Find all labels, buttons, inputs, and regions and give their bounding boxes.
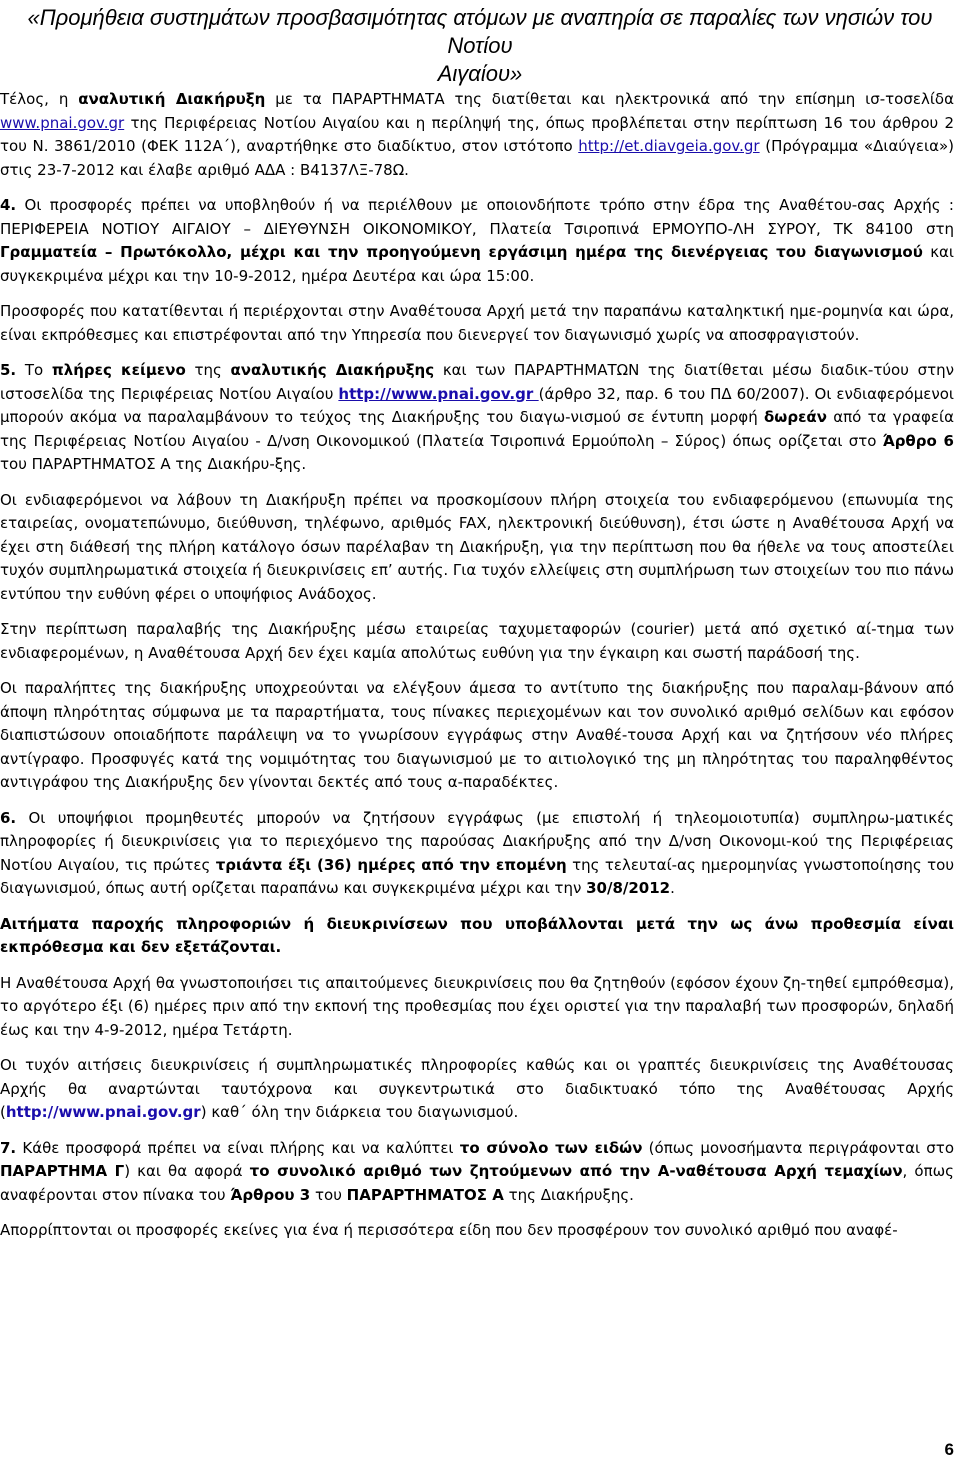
bold-text: αναλυτικής Διακήρυξης [230, 361, 435, 379]
bold-text: Άρθρου 3 [230, 1185, 311, 1204]
bold-text: 30/8/2012 [586, 879, 671, 897]
link-pnai-posting[interactable]: http://www.pnai.gov.gr [5, 1103, 201, 1121]
text: του [310, 1185, 347, 1204]
text: . [670, 879, 675, 897]
paragraph-authority-notice: Η Αναθέτουσα Αρχή θα γνωστοποιήσει τις απαιτούμενες διευκρινίσεις που θα ζητηθούν (εφόσον έχουν ζη-τηθεί εμπρόθεσμα), το αργότερο έξι (6) ημέρες πριν από την εκπονή της προθεσμίας που έχει οριστεί για την παραλαβή των προσφορών, δηλαδή έως και την 4-9-2012, ημέρα Τετάρτη. [0, 973, 954, 1039]
paragraph-recipients: Οι παραλήπτες της διακήρυξης υποχρεούνται να ελέγξουν άμεσα το αντίτυπο της διακήρυξης που παραλαμ-βάνουν από άποψη πληρότητας σύμφωνα με τα παραρτήματα, τους πίνακες περιεχομένων και τον συνολικό αριθμό σελίδων και εφόσον διαπιστώσουν οποιαδήποτε παράλειψη να το γνωρίσουν εγγράφως στην Αναθέ-τουσα Αρχή και να ζητήσουν νέο πλήρες αντίγραφο. Προσφυγές κατά της νομιμότητας του διαγωνισμού με το αιτιολογικό της μη πληρότητας του παραληφθέντος αντιγράφου της Διακήρυξης δεν γίνονται δεκτές από τους α-παραδέκτες. [0, 679, 954, 791]
paragraph-late-offers: Προσφορές που κατατίθενται ή περιέρχονται στην Αναθέτουσα Αρχή μετά την παραπάνω καταληκτική ημε-ρομηνία και ώρα, είναι εκπρόθεσμες και επιστρέφονται από την Υπηρεσία που διενεργεί τον διαγωνισμό χωρίς να αποσφραγιστούν. [0, 302, 954, 344]
link-pnai[interactable]: www.pnai.gov.gr [0, 113, 125, 132]
text: (άρθρο 32, παρ. 6 του ΠΔ 60/2007). Οι ενδιαφερόμενοι μπορούν ακόμα να παραλαμβάνουν το τεύχος της Διακήρυξης του διαγω-νισμού σε έντυπη μορφή [0, 384, 954, 426]
paragraph-5-full-text [0, 359, 954, 477]
text: της τελευταί-ας ημερομηνίας γνωστοποίησης του διαγωνισμού, όπως αυτή ορίζεται παραπάνω και συγκεκριμένα μέχρι και την [0, 855, 954, 897]
document-body [0, 88, 954, 1255]
paragraph-posting [0, 1054, 954, 1125]
document-header [0, 4, 960, 88]
text: , όπως αναφέρονται στον πίνακα του [0, 1162, 954, 1204]
paragraph-rejection: Απορρίπτονται οι προσφορές εκείνες για ένα ή περισσότερα είδη που δεν προσφέρουν τον συνολικό αριθμό που αναφέ- [0, 1221, 898, 1239]
bold-text: ΠΑΡΑΡΤΗΜΑΤΟΣ Α [346, 1185, 504, 1204]
text: ) καθ΄ όλη την διάρκεια του διαγωνισμού. [200, 1103, 519, 1121]
link-diavgeia[interactable]: http://et.diavgeia.gov.gr [578, 137, 760, 155]
paragraph-late-requests [0, 913, 954, 960]
bold-text: το σύνολο των ειδών [459, 1138, 643, 1157]
text: της Διακήρυξης. [503, 1185, 634, 1204]
paragraph-6-clarifications [0, 807, 954, 901]
bold-text: Αιτήματα παροχής πληροφοριών ή διευκρινίσεων που υποβάλλονται μετά την ως άνω προθεσμία είναι εκπρόθεσμα και δεν εξετάζονται. [0, 914, 954, 956]
text: Οι τυχόν αιτήσεις διευκρινίσεις ή συμπληρωματικές πληροφορίες καθώς και οι γραπτές διευκρινίσεις της Αναθέτουσας Αρχής θα αναρτώνται ταυτόχρονα και συγκεντρωτικά στο διαδικτυακό τόπο της Αναθέτουσας Αρχής ( [0, 1056, 954, 1121]
bold-text: Άρθρο 6 [882, 431, 954, 450]
text: Κάθε προσφορά πρέπει να είναι πλήρης και να καλύπτει [16, 1138, 460, 1157]
text: (Πρόγραμμα «Διαύγεια») στις 23-7-2012 και έλαβε αριθμό ΑΔΑ : Β4137ΛΞ-78Ω. [0, 137, 954, 179]
bold-text: τριάντα έξι (36) ημέρες από την επομένη [215, 855, 567, 874]
text: και των ΠΑΡΑΡΤΗΜΑΤΩΝ της διατίθεται μέσω διαδικ-τύου στην ιστοσελίδα της Περιφέρειας Νοτίου Αιγαίου [0, 361, 954, 403]
bold-text: αναλυτική Διακήρυξη [78, 90, 266, 108]
paragraph-4-submission [0, 194, 954, 288]
page-number: 6 [944, 1440, 954, 1459]
text: Οι προσφορές πρέπει να υποβληθούν ή να περιέλθουν με οποιονδήποτε τρόπο στην έδρα της Αναθέτου-σας Αρχής : ΠΕΡΙΦΕΡΕΙΑ ΝΟΤΙΟΥ ΑΙΓΑΙΟΥ – ΔΙΕΥΘΥΝΣΗ ΟΙΚΟΝΟΜΙΚΟΥ, Πλατεία Τσιροπινά ΕΡΜΟΥΠΟ-ΛΗ ΣΥΡΟΥ, ΤΚ 84100 στη [0, 196, 954, 238]
header-line-2: Αιγαίου» [437, 61, 523, 86]
text: από τα γραφεία της Περιφέρειας Νοτίου Αιγαίου - Δ/νση Οικονομικού (Πλατεία Τσιροπινά Ερμούπολη – Σύρος) όπως ορίζεται στο [0, 408, 955, 450]
paragraph-7-completeness [0, 1137, 954, 1208]
text: (όπως μονοσήμαντα περιγράφονται στο [642, 1138, 954, 1157]
bold-text: ΠΑΡΑΡΤΗΜΑ Γ [0, 1162, 125, 1180]
section-number: 6. [0, 808, 17, 827]
paragraph-courier: Στην περίπτωση παραλαβής της Διακήρυξης μέσω εταιρείας ταχυμεταφορών (courier) μετά από σχετικό αί-τημα των ενδιαφερομένων, η Αναθέτουσα Αρχή δεν έχει καμία απολύτως ευθύνη για την έγκαιρη και σωστή παράδοσή της. [0, 620, 954, 662]
section-number: 5. [0, 361, 17, 379]
text: και συγκεκριμένα μέχρι και την 10-9-2012, ημέρα Δευτέρα και ώρα 15:00. [0, 243, 954, 285]
text: Το [16, 361, 52, 379]
bold-text: Γραμματεία – Πρωτόκολλο, μέχρι και την προηγούμενη εργάσιμη ημέρα της διενέργειας του διαγωνισμού [0, 243, 923, 261]
bold-text: το συνολικό αριθμό των ζητούμενων από την Α-ναθέτουσα Αρχή τεμαχίων [249, 1162, 903, 1180]
bold-text: πλήρες κείμενο [51, 361, 186, 379]
header-line-1: «Προμήθεια συστημάτων προσβασιμότητας ατόμων με αναπηρία σε παραλίες των νησιών του Νοτίου [27, 5, 933, 58]
section-number: 7. [0, 1138, 17, 1157]
section-number: 4. [0, 196, 17, 214]
text: της [185, 361, 231, 379]
bold-text: δωρεάν [763, 408, 827, 426]
paragraph-interested-parties: Οι ενδιαφερόμενοι να λάβουν τη Διακήρυξη πρέπει να προσκομίσουν πλήρη στοιχεία του ενδιαφερόμενου (επωνυμία της εταιρείας, ονοματεπώνυμο, διεύθυνση, τηλέφωνο, αριθμός FAX, ηλεκτρονική διεύθυνση), έτσι ώστε η Αναθέτουσα Αρχή να έχει στη διάθεσή της πλήρη κατάλογο όσων παρέλαβαν τη Διακήρυξη, για την περίπτωση που θα ήθελε να τους αποστείλει τυχόν συμπληρωματικά στοιχεία ή διευκρινίσεις επ’ αυτής. Για τυχόν ελλείψεις στη συμπλήρωση των στοιχείων του πιο πάνω εντύπου την ευθύνη φέρει ο υποψήφιος Ανάδοχος. [0, 490, 954, 603]
paragraph-publication [0, 88, 954, 182]
text: με τα ΠΑΡΑΡΤΗΜΑΤΑ της διατίθεται και ηλεκτρονικά από την επίσημη ισ-τοσελίδα [265, 90, 954, 108]
text: του ΠΑΡΑΡΤΗΜΑΤΟΣ Α της Διακήρυ-ξης. [0, 455, 307, 473]
text: της Περιφέρειας Νοτίου Αιγαίου και η περίληψή της, όπως προβλέπεται στην περίπτωση 16 του άρθρου 2 του Ν. 3861/2010 (ΦΕΚ 112Α΄), αναρτήθηκε στο διαδίκτυο, στον ιστότοπο [0, 113, 954, 155]
link-pnai-full[interactable]: http://www.pnai.gov.gr [338, 384, 539, 403]
text: ) και θα αφορά [124, 1162, 250, 1180]
text: Τέλος, η [0, 90, 79, 108]
text: Οι υποψήφιοι προμηθευτές μπορούν να ζητήσουν εγγράφως (με επιστολή ή τηλεομοιοτυπία) συμπληρω-ματικές πληροφορίες ή διευκρινίσεις για το περιεχόμενο της παρούσας Διακήρυξης από την Δ/νση Οικονομι-κού της Περιφέρειας Νοτίου Αιγαίου, τις πρώτες [0, 808, 954, 874]
